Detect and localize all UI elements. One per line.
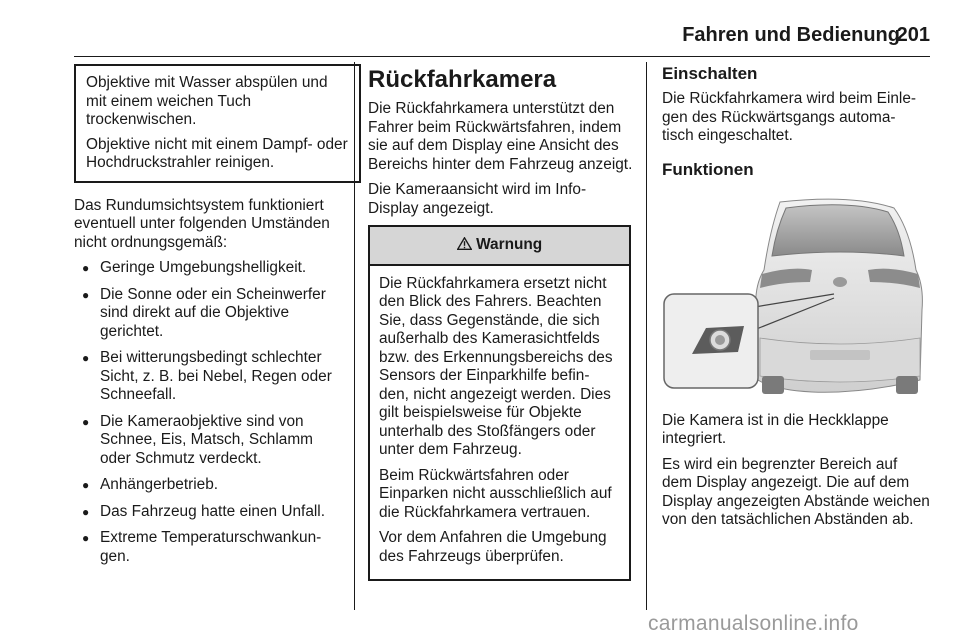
body-paragraph: Die Kameraansicht wird im Info- Display angezeigt.: [368, 181, 587, 217]
list-item: ● Das Fahrzeug hatte einen Unfall.: [82, 502, 326, 520]
body-paragraph: Die Rückfahrkamera unterstützt den Fahrer beim Rückwärtsfahren, indem sie auf dem Display eine Ansicht des Bereichs hinter dem Fahrzeug anzeigt.: [368, 100, 633, 173]
note-paragraph: Objektive mit Wasser abspülen und mit einem weichen Tuch trockenwischen.: [86, 74, 328, 128]
running-header-title: Fahren und Bedienung: [682, 24, 900, 46]
warning-title: Warnung: [476, 236, 543, 253]
bullet-icon: ●: [82, 287, 90, 302]
list-item: ● Die Kameraobjektive sind von Schnee, Eis, Matsch, Schlamm oder Schmutz verdeckt.: [82, 412, 313, 467]
warning-body: [370, 266, 629, 580]
bullet-icon: ●: [82, 504, 90, 519]
list-item: ● Die Sonne oder ein Scheinwerfer sind direkt auf die Objektive gerichtet.: [82, 285, 326, 340]
bullet-icon: ●: [82, 478, 90, 492]
warning-box: [368, 225, 631, 581]
subheading-funktionen: Funktionen: [662, 159, 754, 179]
bullet-icon: ●: [82, 531, 90, 545]
list-item: ● Extreme Temperaturschwankun- gen.: [82, 529, 322, 565]
body-paragraph: Die Rückfahrkamera wird beim Einle- gen des Rückwärtsgangs automa- tisch eingeschaltet.: [662, 90, 917, 144]
intro-paragraph: Das Rundumsichtsystem funktioniert eventuell unter folgenden Umständen nicht ordnungsgemäß:: [74, 196, 330, 251]
right-column: [662, 60, 930, 537]
warning-header: [370, 227, 629, 266]
middle-column: [368, 60, 634, 581]
subheading-einschalten: Einschalten: [662, 64, 758, 83]
section-heading: Rückfahrkamera: [368, 66, 557, 93]
bullet-icon: ●: [82, 414, 90, 429]
warning-paragraph: Die Rückfahrkamera ersetzt nicht den Blick des Fahrers. Beachten Sie, dass Gegenstände, die sich außerhalb des Kamerasichtfelds bzw. des Erkennungsbereichs des Sensors der Einparkhilfe befin- den, nicht angezeigt werden. Dies gilt beispielsweise für Objekte unterhalb des Stoßfängers oder unter dem Fahrzeug.: [379, 274, 613, 458]
body-paragraph: Es wird ein begrenzter Bereich auf dem Display angezeigt. Die auf dem Display angezeigten Abstände weichen von den tatsächlichen Abständen ab.: [662, 455, 930, 528]
column-divider-2: [646, 62, 647, 610]
warning-triangle-icon: [457, 236, 476, 253]
bullet-list: [74, 259, 344, 566]
warning-paragraph: Vor dem Anfahren die Umgebung des Fahrzeugs überprüfen.: [379, 529, 607, 565]
note-paragraph: Objektive nicht mit einem Dampf- oder Hochdruckstrahler reinigen.: [86, 135, 348, 171]
watermark: carmanualsonline.info: [648, 612, 859, 635]
list-item: ● Bei witterungsbedingt schlechter Sicht, z. B. bei Nebel, Regen oder Schneefall.: [82, 349, 332, 403]
body-paragraph: Die Kamera ist in die Heckklappe integriert.: [662, 411, 889, 447]
header-rule: [74, 56, 930, 57]
bullet-icon: ●: [82, 351, 90, 365]
warning-paragraph: Beim Rückwärtsfahren oder Einparken nicht ausschließlich auf die Rückfahrkamera vertrauen.: [379, 466, 612, 521]
page-number: 201: [896, 24, 930, 46]
note-box: [74, 64, 361, 183]
list-item: ● Geringe Umgebungshelligkeit.: [82, 259, 307, 276]
left-column: [74, 60, 348, 574]
list-item: ● Anhängerbetrieb.: [82, 476, 219, 493]
bullet-icon: ●: [82, 261, 90, 275]
car-rear-camera-illustration: [662, 190, 926, 400]
